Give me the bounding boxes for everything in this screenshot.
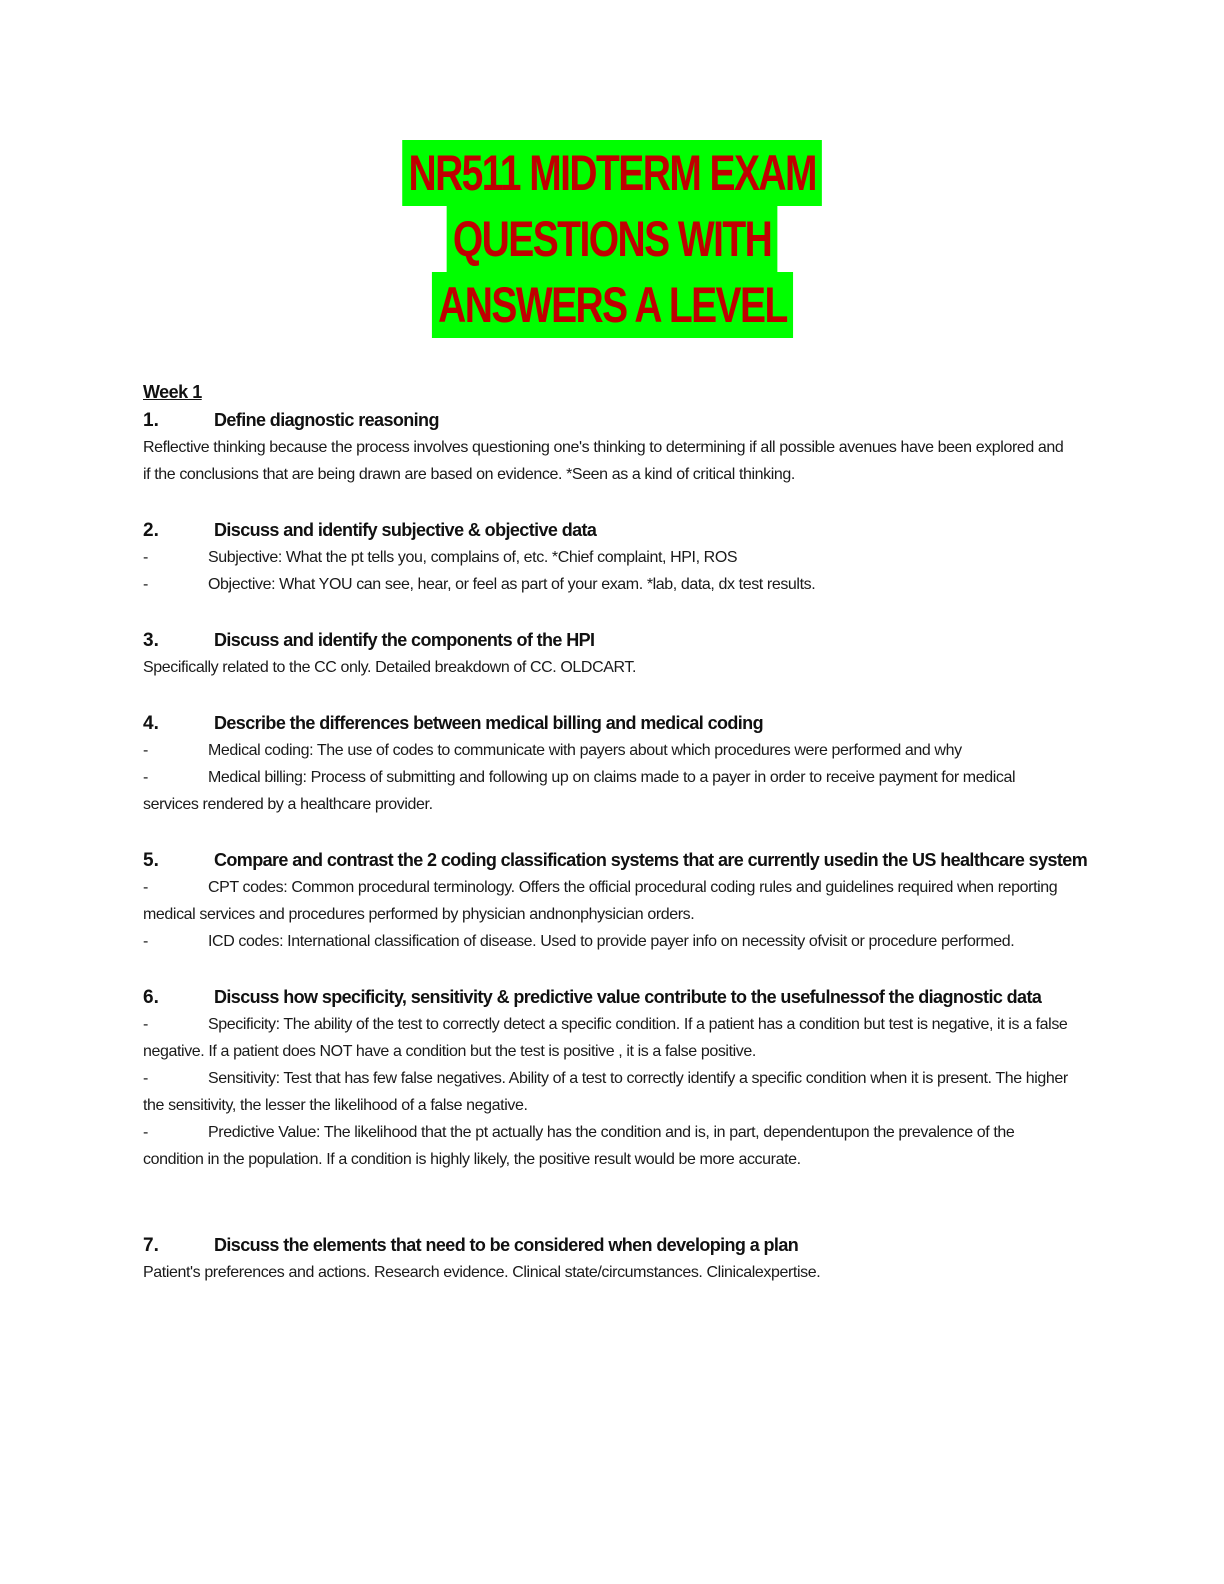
question-heading bbox=[143, 846, 1088, 874]
bullet-marker: - bbox=[143, 1016, 148, 1033]
bullet-text: Objective: What YOU can see, hear, or feel as part of your exam. *lab, data, dx test results. bbox=[208, 576, 816, 593]
bullet-text: ICD codes: International classification of disease. Used to provide payer info on necessity ofvisit or procedure performed. bbox=[208, 933, 1015, 950]
bullet-marker: - bbox=[143, 576, 148, 593]
bullet-marker: - bbox=[143, 879, 148, 896]
question-heading bbox=[143, 983, 1073, 1011]
bullet-text: CPT codes: Common procedural terminology. Offers the official procedural coding rules and guidelines required when reporting medical services and procedures performed by physician andnonphysician orders. bbox=[143, 879, 1058, 923]
question-title: Discuss the elements that need to be considered when developing a plan bbox=[214, 1235, 799, 1255]
question-title: Discuss and identify subjective & objective data bbox=[214, 520, 597, 540]
question-number: 3. bbox=[143, 630, 159, 651]
answer-bullet bbox=[143, 874, 1073, 928]
bullet-marker: - bbox=[143, 1070, 148, 1087]
document-body bbox=[143, 378, 1088, 1286]
answer-text: Patient's preferences and actions. Research evidence. Clinical state/circumstances. Clinicalexpertise. bbox=[143, 1264, 821, 1281]
answer-bullet bbox=[143, 571, 1073, 598]
question-title: Discuss and identify the components of the HPI bbox=[214, 630, 595, 650]
title-line-3: ANSWERS A LEVEL bbox=[431, 272, 792, 338]
answer-bullet bbox=[143, 737, 1073, 764]
answer-bullet bbox=[143, 1119, 1073, 1173]
title-line-2: QUESTIONS WITH bbox=[447, 206, 778, 272]
question-number: 7. bbox=[143, 1235, 159, 1256]
question-title: Define diagnostic reasoning bbox=[214, 410, 439, 430]
bullet-text: Predictive Value: The likelihood that the pt actually has the condition and is, in part, dependentupon the prevalence of the condition in the population. If a condition is highly likely, the positive result would be more accurate. bbox=[143, 1124, 1015, 1168]
bullet-text: Medical billing: Process of submitting and following up on claims made to a payer in order to receive payment for medical services rendered by a healthcare provider. bbox=[143, 769, 1016, 813]
bullet-marker: - bbox=[143, 769, 148, 786]
question-number: 4. bbox=[143, 713, 159, 734]
bullet-text: Specificity: The ability of the test to correctly detect a specific condition. If a patient has a condition but test is negative, it is a false negative. If a patient does NOT have a condition but the test is positive , it is a false positive. bbox=[143, 1016, 1068, 1060]
bullet-marker: - bbox=[143, 549, 148, 566]
question-heading bbox=[143, 1231, 1073, 1259]
question-number: 1. bbox=[143, 410, 159, 431]
answer-bullet bbox=[143, 928, 1073, 955]
question-number: 6. bbox=[143, 987, 159, 1008]
bullet-text: Sensitivity: Test that has few false negatives. Ability of a test to correctly identify a specific condition when it is present. The higher the sensitivity, the lesser the likelihood of a false negative. bbox=[143, 1070, 1068, 1114]
week-heading: Week 1 bbox=[143, 382, 202, 402]
bullet-text: Subjective: What the pt tells you, complains of, etc. *Chief complaint, HPI, ROS bbox=[208, 549, 738, 566]
answer-text: Specifically related to the CC only. Detailed breakdown of CC. OLDCART. bbox=[143, 659, 637, 676]
answer-bullet bbox=[143, 764, 1073, 818]
title-line-1: NR511 MIDTERM EXAM bbox=[402, 140, 822, 206]
question-number: 5. bbox=[143, 850, 159, 871]
bullet-text: Medical coding: The use of codes to communicate with payers about which procedures were performed and why bbox=[208, 742, 962, 759]
question-heading bbox=[143, 709, 1073, 737]
question-title: Discuss how specificity, sensitivity & predictive value contribute to the usefulnessof the diagnostic data bbox=[214, 987, 1042, 1007]
document-title bbox=[0, 140, 1224, 338]
question-heading bbox=[143, 626, 1073, 654]
bullet-marker: - bbox=[143, 933, 148, 950]
answer-bullet bbox=[143, 1011, 1073, 1065]
answer-bullet bbox=[143, 1065, 1073, 1119]
bullet-marker: - bbox=[143, 742, 148, 759]
question-heading bbox=[143, 516, 1073, 544]
question-title: Compare and contrast the 2 coding classification systems that are currently usedin the US healthcare system bbox=[214, 850, 1088, 870]
answer-text: Reflective thinking because the process involves questioning one's thinking to determining if all possible avenues have been explored and if the conclusions that are being drawn are based on evidence. *Seen as a kind of critical thinking. bbox=[143, 439, 1064, 483]
question-heading bbox=[143, 406, 1073, 434]
question-title: Describe the differences between medical billing and medical coding bbox=[214, 713, 763, 733]
bullet-marker: - bbox=[143, 1124, 148, 1141]
question-number: 2. bbox=[143, 520, 159, 541]
answer-bullet bbox=[143, 544, 1073, 571]
